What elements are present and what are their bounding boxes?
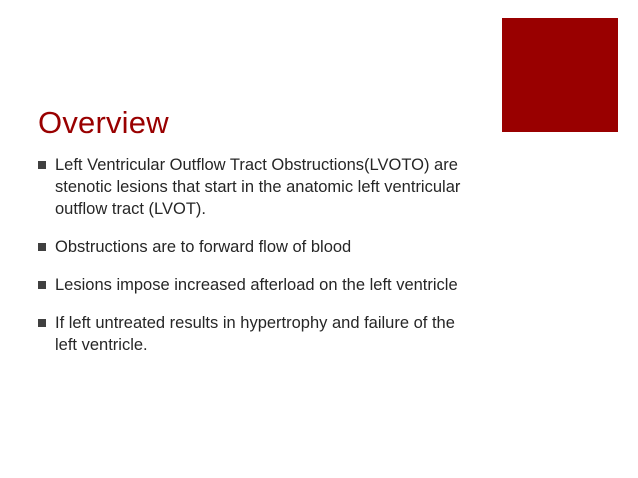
bullet-text: Lesions impose increased afterload on the left ventricle xyxy=(55,276,458,294)
bullet-item xyxy=(38,154,478,220)
bullet-text: Obstructions are to forward flow of blood xyxy=(55,238,352,256)
bullet-text: Left Ventricular Outflow Tract Obstructions(LVOTO) are stenotic lesions that start in the anatomic left ventricular outflow tract (LVOT). xyxy=(55,156,461,218)
slide-title: Overview xyxy=(38,105,169,140)
square-bullet-icon xyxy=(38,281,46,289)
square-bullet-icon xyxy=(38,243,46,251)
bullet-item xyxy=(38,236,478,258)
square-bullet-icon xyxy=(38,319,46,327)
square-bullet-icon xyxy=(38,161,46,169)
accent-block xyxy=(502,18,618,132)
bullet-text: If left untreated results in hypertrophy and failure of the left ventricle. xyxy=(55,314,455,354)
bullet-list xyxy=(38,154,478,372)
bullet-item xyxy=(38,274,478,296)
bullet-item xyxy=(38,312,478,356)
